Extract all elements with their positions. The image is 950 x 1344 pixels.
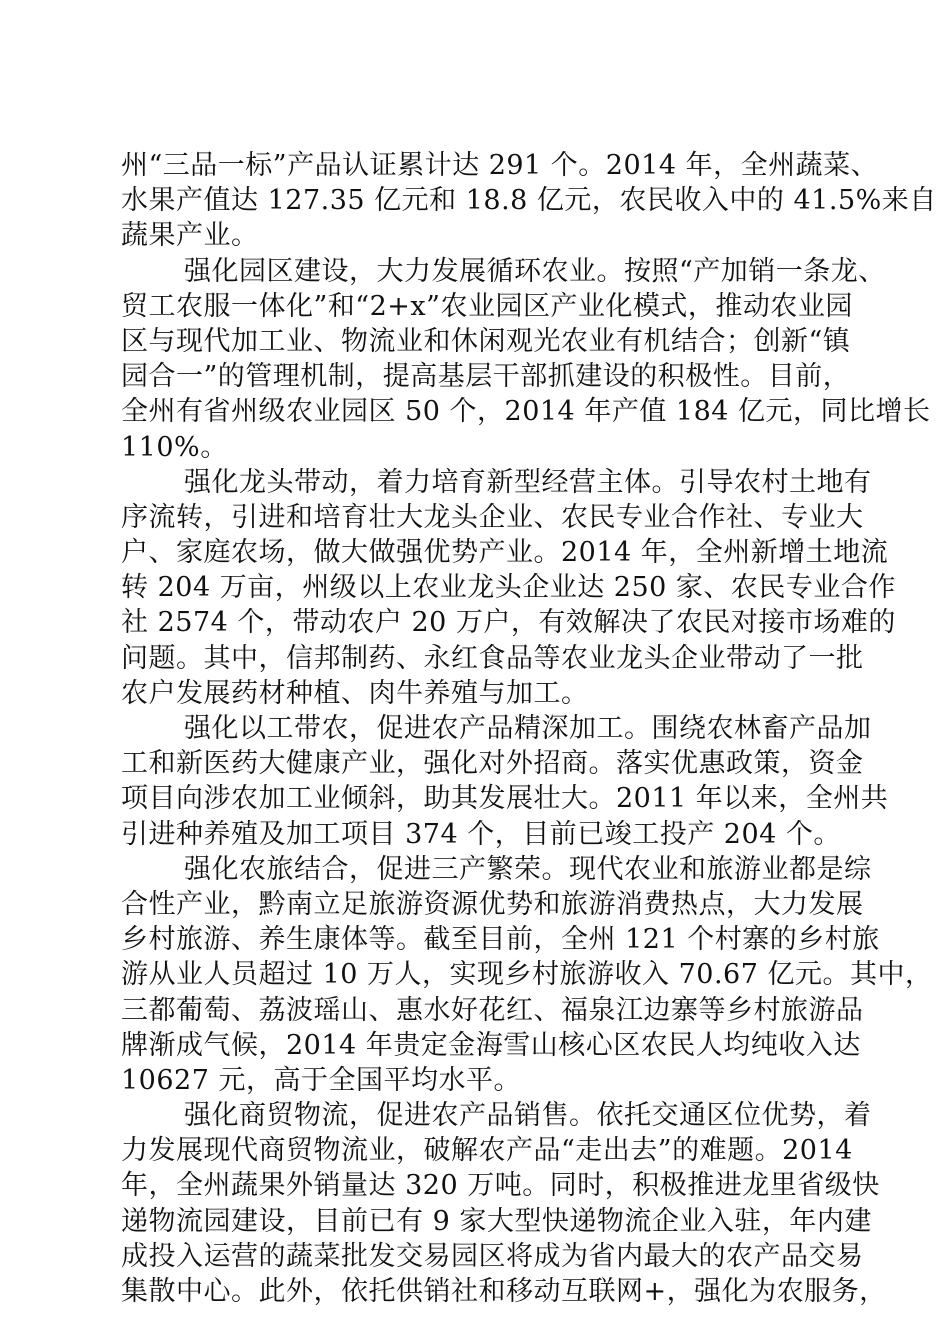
text-line: 蔬果产业。	[121, 220, 259, 252]
text-line: 110%。	[121, 431, 228, 463]
text-line: 转 204 万亩，州级以上农业龙头企业达 250 家、农民专业合作	[121, 572, 896, 604]
text-line: 合性产业，黔南立足旅游资源优势和旅游消费热点，大力发展	[121, 888, 864, 920]
text-line: 乡村旅游、养生康体等。截至目前，全州 121 个村寨的乡村旅	[121, 924, 880, 956]
text-line: 水果产值达 127.35 亿元和 18.8 亿元，农民收入中的 41.5%来自	[121, 185, 937, 217]
text-line: 递物流园建设，目前已有 9 家大型快递物流企业入驻，年内建	[121, 1205, 872, 1237]
text-line: 问题。其中，信邦制药、永红食品等农业龙头企业带动了一批	[121, 642, 864, 674]
text-line: 农户发展药材种植、肉牛养殖与加工。	[121, 677, 589, 709]
text-line: 序流转，引进和培育壮大龙头企业、农民专业合作社、专业大	[121, 501, 864, 533]
text-line: 成投入运营的蔬菜批发交易园区将成为省内最大的农产品交易	[121, 1240, 864, 1272]
text-line: 州“三品一标”产品认证累计达 291 个。2014 年，全州蔬菜、	[121, 150, 879, 181]
paragraph-start-line: 强化龙头带动，着力培育新型经营主体。引导农村土地有	[184, 466, 872, 498]
text-line: 户、家庭农场，做大做强优势产业。2014 年，全州新增土地流	[121, 537, 889, 569]
text-line: 全州有省州级农业园区 50 个，2014 年产值 184 亿元，同比增长	[121, 396, 931, 428]
text-line: 项目向涉农加工业倾斜，助其发展壮大。2011 年以来，全州共	[121, 783, 889, 815]
text-line: 集散中心。此外，依托供销社和移动互联网+，强化为农服务，	[121, 1276, 887, 1307]
paragraph-start-line: 强化以工带农，促进农产品精深加工。围绕农林畜产品加	[184, 713, 872, 744]
text-line: 年，全州蔬果外销量达 320 万吨。同时，积极推进龙里省级快	[121, 1170, 880, 1202]
paragraph-start-line: 强化园区建设，大力发展循环农业。按照“产加销一条龙、	[184, 255, 886, 287]
paragraph-start-line: 强化农旅结合，促进三产繁荣。现代农业和旅游业都是综	[184, 853, 872, 885]
text-line: 力发展现代商贸物流业，破解农产品“走出去”的难题。2014	[121, 1135, 853, 1167]
text-line: 区与现代加工业、物流业和休闲观光农业有机结合；创新“镇	[121, 325, 851, 357]
text-line: 牌渐成气候，2014 年贵定金海雪山核心区农民人均纯收入达	[121, 1029, 861, 1061]
paragraph-start-line: 强化商贸物流，促进农产品销售。依托交通区位优势，着	[184, 1100, 872, 1132]
document-body	[121, 148, 937, 1309]
text-line: 工和新医药大健康产业，强化对外招商。落实优惠政策，资金	[121, 748, 864, 780]
text-line: 贸工农服一体化”和“2+x”农业园区产业化模式，推动农业园	[121, 290, 853, 322]
text-line: 社 2574 个，带动农户 20 万户，有效解决了农民对接市场难的	[121, 607, 896, 639]
text-line: 三都葡萄、荔波瑶山、惠水好花红、福泉江边寨等乡村旅游品	[121, 994, 864, 1026]
text-line: 游从业人员超过 10 万人，实现乡村旅游收入 70.67 亿元。其中，	[121, 959, 933, 991]
text-line: 园合一”的管理机制，提高基层干部抓建设的积极性。目前，	[121, 361, 851, 393]
text-line: 引进种养殖及加工项目 374 个，目前已竣工投产 204 个。	[121, 818, 841, 850]
text-line: 10627 元，高于全国平均水平。	[121, 1064, 521, 1096]
